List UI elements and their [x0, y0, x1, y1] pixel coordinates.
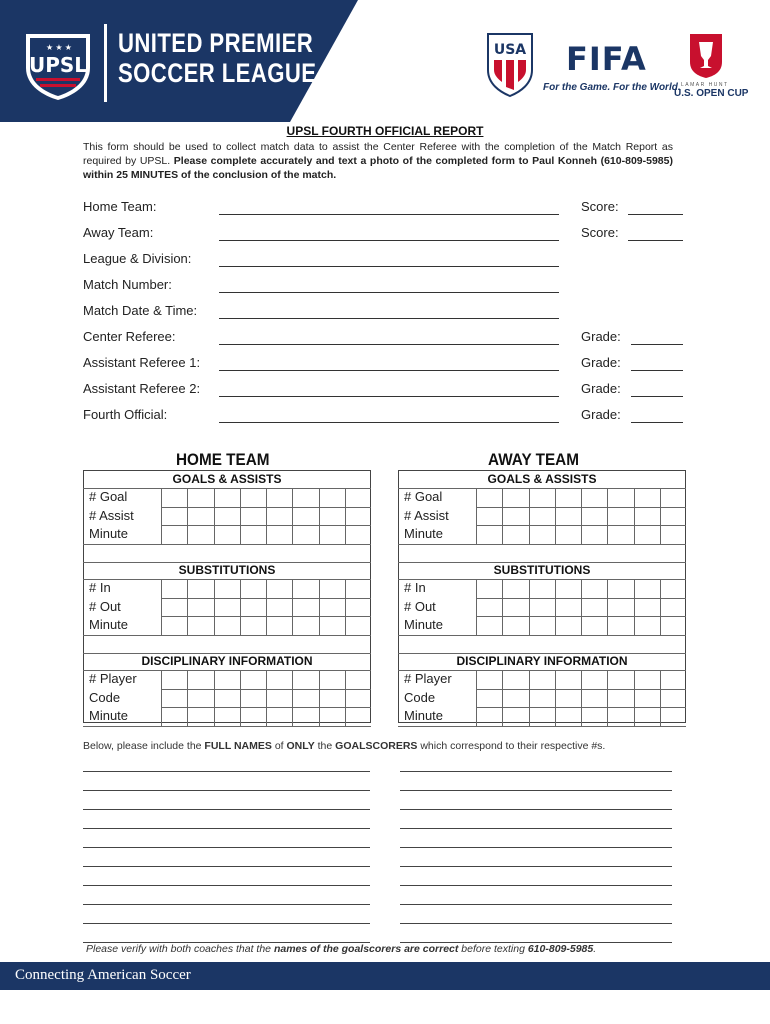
home-team-label: Home Team: — [83, 199, 157, 214]
away-disc-cell[interactable] — [529, 670, 555, 689]
home-goals-cell[interactable] — [214, 488, 240, 507]
home-subs-cell[interactable] — [266, 598, 292, 617]
away-disc-cell[interactable] — [555, 707, 581, 726]
away-subs-cell[interactable] — [581, 598, 607, 617]
away-goals-cell[interactable] — [529, 488, 555, 507]
home-disc-cell[interactable] — [292, 670, 318, 689]
home-subs-cell[interactable] — [187, 579, 213, 598]
away-subs-cell[interactable] — [502, 616, 528, 635]
away-disc-cell[interactable] — [476, 689, 502, 708]
assistant-referee-1-grade-label: Grade: — [581, 355, 621, 370]
home-disc-cell[interactable] — [319, 670, 345, 689]
grid-rule — [83, 488, 371, 489]
home-disc-cell[interactable] — [214, 670, 240, 689]
away-subs-cell[interactable] — [634, 616, 660, 635]
home-goalscorer-line[interactable] — [83, 790, 370, 791]
away-subs-cell[interactable] — [634, 579, 660, 598]
away-subs-cell[interactable] — [607, 598, 633, 617]
home-subs-cell[interactable] — [240, 616, 266, 635]
home-disc-cell[interactable] — [214, 689, 240, 708]
home-disc-cell[interactable] — [319, 689, 345, 708]
home-subs-cell[interactable] — [345, 598, 371, 617]
away-disc-row-label: Minute — [404, 708, 444, 723]
away-disc-cell[interactable] — [660, 707, 686, 726]
home-subs-cell[interactable] — [319, 616, 345, 635]
verify-m1: before texting — [458, 943, 528, 955]
away-disc-cell[interactable] — [634, 689, 660, 708]
home-goals-cell[interactable] — [214, 525, 240, 544]
away-goals-row-label: Minute — [404, 526, 444, 541]
grid-rule — [83, 726, 371, 727]
home-goals-cell[interactable] — [161, 507, 187, 526]
home-goals-cell[interactable] — [266, 507, 292, 526]
home-subs-cell[interactable] — [319, 579, 345, 598]
us-open-cup-logo — [686, 32, 726, 85]
home-goalscorer-line[interactable] — [83, 866, 370, 867]
away-goals-cell[interactable] — [502, 507, 528, 526]
home-goalscorer-line[interactable] — [83, 904, 370, 905]
away-goals-cell[interactable] — [555, 525, 581, 544]
match-date-time-row — [83, 303, 683, 321]
assistant-referee-2-row — [83, 381, 683, 399]
gs-m2: the — [314, 740, 336, 752]
away-subs-cell[interactable] — [607, 616, 633, 635]
intro-bold: Please complete accurately and text a photo of the completed form to Paul Konneh (610-809-5985) within 25 MINUTES of the conclusion of the match. — [83, 155, 673, 181]
home-goals-cell[interactable] — [345, 525, 371, 544]
footer-text: Connecting American Soccer — [15, 967, 191, 983]
grid-rule — [398, 579, 686, 580]
away-subs-cell[interactable] — [502, 598, 528, 617]
center-referee-grade-label: Grade: — [581, 329, 621, 344]
home-goals-row-label: # Goal — [89, 489, 128, 504]
away-disc-cell[interactable] — [502, 689, 528, 708]
home-goals-cell[interactable] — [319, 488, 345, 507]
away-score-field[interactable] — [628, 240, 683, 241]
home-subs-cell[interactable] — [214, 598, 240, 617]
assistant-referee-2-label: Assistant Referee 2: — [83, 381, 201, 396]
match-number-field[interactable] — [219, 292, 559, 293]
home-goals-cell[interactable] — [161, 488, 187, 507]
grid-rule — [398, 726, 686, 727]
away-subs-row-label: Minute — [404, 617, 444, 632]
home-goals-cell[interactable] — [345, 488, 371, 507]
assistant-referee-1-field[interactable] — [219, 370, 559, 371]
away-subs-title: SUBSTITUTIONS — [493, 563, 591, 577]
grid-rule — [398, 670, 686, 671]
away-goals-cell[interactable] — [555, 488, 581, 507]
home-subs-row-label: Minute — [89, 617, 129, 632]
league-name — [118, 28, 316, 88]
match-number-row — [83, 277, 683, 295]
away-goals-title: GOALS & ASSISTS — [487, 472, 597, 486]
report-intro — [83, 140, 673, 182]
svg-text:USA: USA — [493, 42, 527, 58]
assistant-referee-1-row — [83, 355, 683, 373]
home-disc-row-label: # Player — [89, 671, 137, 686]
away-subs-cell[interactable] — [581, 616, 607, 635]
home-goals-cell[interactable] — [319, 507, 345, 526]
home-goalscorer-line[interactable] — [83, 847, 370, 848]
fifa-tagline: For the Game. For the World. — [543, 82, 681, 93]
grid-rule — [83, 670, 371, 671]
fourth-official-field[interactable] — [219, 422, 559, 423]
home-goals-cell[interactable] — [187, 525, 213, 544]
home-goals-cell[interactable] — [292, 488, 318, 507]
away-disc-title: DISCIPLINARY INFORMATION — [456, 654, 628, 668]
away-subs-cell[interactable] — [660, 598, 686, 617]
home-disc-cell[interactable] — [187, 707, 213, 726]
cup-name: U.S. OPEN CUP — [674, 88, 749, 99]
gs-b3: GOALSCORERS — [335, 740, 418, 752]
away-goals-cell[interactable] — [502, 488, 528, 507]
away-disc-cell[interactable] — [607, 670, 633, 689]
away-goals-cell[interactable] — [660, 525, 686, 544]
grid-rule — [83, 579, 371, 580]
home-disc-cell[interactable] — [240, 707, 266, 726]
away-subs-row-label: # In — [404, 580, 426, 595]
home-subs-cell[interactable] — [266, 616, 292, 635]
home-goals-cell[interactable] — [161, 525, 187, 544]
home-team-row — [83, 199, 683, 217]
home-disc-cell[interactable] — [345, 707, 371, 726]
away-subs-cell[interactable] — [529, 616, 555, 635]
away-goals-cell[interactable] — [607, 488, 633, 507]
assistant-referee-1-label: Assistant Referee 1: — [83, 355, 201, 370]
home-goals-row-label: Minute — [89, 526, 129, 541]
away-goalscorer-line[interactable] — [400, 790, 672, 791]
home-subs-cell[interactable] — [240, 579, 266, 598]
league-division-field[interactable] — [219, 266, 559, 267]
home-goals-cell[interactable] — [292, 507, 318, 526]
away-disc-cell[interactable] — [581, 707, 607, 726]
assistant-referee-2-field[interactable] — [219, 396, 559, 397]
away-goalscorer-line[interactable] — [400, 771, 672, 772]
gs-post: which correspond to their respective #s. — [417, 740, 606, 752]
away-disc-cell[interactable] — [607, 689, 633, 708]
away-disc-cell[interactable] — [555, 670, 581, 689]
home-disc-cell[interactable] — [161, 707, 187, 726]
home-disc-cell[interactable] — [187, 689, 213, 708]
away-goals-cell[interactable] — [607, 507, 633, 526]
away-goals-cell[interactable] — [555, 507, 581, 526]
away-goals-cell[interactable] — [529, 507, 555, 526]
fifa-logo-text: FIFA — [566, 40, 647, 78]
away-disc-cell[interactable] — [502, 670, 528, 689]
home-goals-cell[interactable] — [292, 525, 318, 544]
upsl-logo — [22, 28, 94, 107]
fourth-official-grade-field[interactable] — [631, 422, 683, 423]
home-goals-cell[interactable] — [266, 525, 292, 544]
away-subs-cell[interactable] — [476, 579, 502, 598]
home-subs-cell[interactable] — [161, 598, 187, 617]
away-disc-cell[interactable] — [607, 707, 633, 726]
home-subs-cell[interactable] — [187, 616, 213, 635]
away-subs-cell[interactable] — [529, 579, 555, 598]
home-goals-cell[interactable] — [266, 488, 292, 507]
away-goals-cell[interactable] — [476, 507, 502, 526]
assistant-referee-2-grade-label: Grade: — [581, 381, 621, 396]
home-disc-cell[interactable] — [345, 670, 371, 689]
home-goalscorer-line[interactable] — [83, 885, 370, 886]
home-goalscorer-line[interactable] — [83, 809, 370, 810]
home-score-field[interactable] — [628, 214, 683, 215]
away-goals-row-label: # Goal — [404, 489, 443, 504]
usa-soccer-logo — [486, 32, 534, 103]
away-disc-cell[interactable] — [660, 670, 686, 689]
away-disc-cell[interactable] — [634, 707, 660, 726]
home-disc-cell[interactable] — [240, 670, 266, 689]
home-disc-cell[interactable] — [319, 707, 345, 726]
home-goals-cell[interactable] — [214, 507, 240, 526]
home-goals-title: GOALS & ASSISTS — [172, 472, 282, 486]
away-subs-row-label: # Out — [404, 598, 436, 614]
home-goals-cell[interactable] — [240, 507, 266, 526]
center-referee-grade-field[interactable] — [631, 344, 683, 345]
away-goals-cell[interactable] — [529, 525, 555, 544]
home-disc-cell[interactable] — [214, 707, 240, 726]
away-goalscorer-line[interactable] — [400, 923, 672, 924]
home-goalscorer-line[interactable] — [83, 923, 370, 924]
away-score-label: Score: — [581, 225, 619, 240]
away-goals-cell[interactable] — [581, 507, 607, 526]
verify-b1: names of the goalscorers are correct — [273, 943, 459, 955]
home-goalscorer-line[interactable] — [83, 771, 370, 772]
away-goalscorer-line[interactable] — [400, 904, 672, 905]
home-goals-row-label: # Assist — [89, 507, 134, 523]
home-subs-cell[interactable] — [266, 579, 292, 598]
away-goals-row-label: # Assist — [404, 507, 449, 523]
home-team-field[interactable] — [219, 214, 559, 215]
away-disc-row-label: # Player — [404, 671, 452, 686]
away-team-label: Away Team: — [83, 225, 154, 240]
away-disc-cell[interactable] — [502, 707, 528, 726]
away-goals-cell[interactable] — [502, 525, 528, 544]
league-division-label: League & Division: — [83, 251, 192, 266]
away-goals-cell[interactable] — [476, 488, 502, 507]
assistant-referee-1-grade-field[interactable] — [631, 370, 683, 371]
away-subs-cell[interactable] — [476, 616, 502, 635]
home-subs-cell[interactable] — [214, 579, 240, 598]
home-disc-cell[interactable] — [161, 689, 187, 708]
away-disc-cell[interactable] — [555, 689, 581, 708]
away-disc-cell[interactable] — [581, 689, 607, 708]
home-goals-cell[interactable] — [187, 488, 213, 507]
svg-text:UPSL: UPSL — [28, 53, 88, 77]
home-goalscorer-line[interactable] — [83, 828, 370, 829]
away-subs-cell[interactable] — [502, 579, 528, 598]
home-disc-cell[interactable] — [187, 670, 213, 689]
away-goalscorer-line[interactable] — [400, 828, 672, 829]
away-subs-cell[interactable] — [634, 598, 660, 617]
away-subs-cell[interactable] — [581, 579, 607, 598]
home-subs-cell[interactable] — [240, 598, 266, 617]
home-subs-row-label: # In — [89, 580, 111, 595]
home-subs-cell[interactable] — [319, 598, 345, 617]
footer-bar — [0, 962, 770, 990]
home-score-label: Score: — [581, 199, 619, 214]
home-subs-cell[interactable] — [292, 579, 318, 598]
grid-rule — [398, 544, 686, 545]
verify-pre: Please verify with both coaches that the — [86, 943, 274, 955]
verify-post: . — [593, 943, 597, 955]
away-subs-cell[interactable] — [660, 616, 686, 635]
gs-b1: FULL NAMES — [204, 740, 272, 752]
away-goals-cell[interactable] — [476, 525, 502, 544]
home-subs-cell[interactable] — [345, 616, 371, 635]
assistant-referee-2-grade-field[interactable] — [631, 396, 683, 397]
home-goals-cell[interactable] — [319, 525, 345, 544]
goalscorers-instructions — [83, 740, 605, 752]
center-referee-row — [83, 329, 683, 347]
away-goalscorer-line[interactable] — [400, 809, 672, 810]
home-goals-cell[interactable] — [345, 507, 371, 526]
away-goals-cell[interactable] — [581, 488, 607, 507]
home-subs-title: SUBSTITUTIONS — [178, 563, 276, 577]
away-disc-cell[interactable] — [476, 707, 502, 726]
grid-rule — [83, 635, 371, 636]
home-subs-cell[interactable] — [161, 616, 187, 635]
center-referee-field[interactable] — [219, 344, 559, 345]
away-subs-cell[interactable] — [555, 598, 581, 617]
home-disc-cell[interactable] — [292, 707, 318, 726]
away-disc-row-label: Code — [404, 689, 436, 705]
away-goals-cell[interactable] — [660, 507, 686, 526]
fourth-official-label: Fourth Official: — [83, 407, 168, 422]
home-goals-cell[interactable] — [187, 507, 213, 526]
away-goals-cell[interactable] — [581, 525, 607, 544]
svg-text:★ ★ ★: ★ ★ ★ — [46, 43, 72, 52]
away-disc-cell[interactable] — [476, 670, 502, 689]
home-subs-cell[interactable] — [292, 616, 318, 635]
away-subs-cell[interactable] — [555, 579, 581, 598]
intro-plain: This form should be used to collect match data to assist the Center Referee with the completion of the Match Report as required by UPSL. — [83, 141, 673, 167]
home-disc-cell[interactable] — [345, 689, 371, 708]
away-disc-cell[interactable] — [581, 670, 607, 689]
away-goalscorer-line[interactable] — [400, 847, 672, 848]
away-goals-cell[interactable] — [660, 488, 686, 507]
home-subs-cell[interactable] — [187, 598, 213, 617]
home-subs-cell[interactable] — [214, 616, 240, 635]
away-subs-cell[interactable] — [476, 598, 502, 617]
home-subs-cell[interactable] — [292, 598, 318, 617]
league-division-row — [83, 251, 683, 269]
home-goals-cell[interactable] — [240, 525, 266, 544]
grid-rule — [83, 544, 371, 545]
home-goals-cell[interactable] — [240, 488, 266, 507]
away-team-row — [83, 225, 683, 243]
gs-pre: Below, please include the — [83, 740, 205, 752]
away-team-field[interactable] — [219, 240, 559, 241]
away-subs-cell[interactable] — [555, 616, 581, 635]
away-subs-cell[interactable] — [660, 579, 686, 598]
home-disc-row-label: Minute — [89, 708, 129, 723]
away-disc-cell[interactable] — [529, 707, 555, 726]
match-number-label: Match Number: — [83, 277, 172, 292]
cup-small-text: LAMAR HUNT — [681, 82, 729, 88]
away-subs-cell[interactable] — [607, 579, 633, 598]
home-subs-cell[interactable] — [345, 579, 371, 598]
away-disc-cell[interactable] — [660, 689, 686, 708]
match-date-time-label: Match Date & Time: — [83, 303, 198, 318]
away-goals-cell[interactable] — [634, 525, 660, 544]
home-disc-title: DISCIPLINARY INFORMATION — [141, 654, 313, 668]
center-referee-label: Center Referee: — [83, 329, 176, 344]
away-goalscorer-line[interactable] — [400, 866, 672, 867]
report-title: UPSL FOURTH OFFICIAL REPORT — [286, 124, 484, 138]
home-disc-cell[interactable] — [240, 689, 266, 708]
home-disc-cell[interactable] — [161, 670, 187, 689]
fourth-official-grade-label: Grade: — [581, 407, 621, 422]
verify-note — [86, 943, 596, 955]
away-subs-cell[interactable] — [529, 598, 555, 617]
home-disc-cell[interactable] — [266, 707, 292, 726]
away-goals-cell[interactable] — [634, 507, 660, 526]
home-subs-cell[interactable] — [161, 579, 187, 598]
league-name-line2: SOCCER LEAGUE — [118, 58, 317, 88]
away-goalscorer-line[interactable] — [400, 885, 672, 886]
grid-rule — [398, 635, 686, 636]
home-disc-cell[interactable] — [266, 689, 292, 708]
gs-m1: of — [271, 740, 287, 752]
gs-b2: ONLY — [286, 740, 315, 752]
header-banner — [0, 0, 770, 122]
home-subs-row-label: # Out — [89, 598, 121, 614]
home-disc-row-label: Code — [89, 689, 121, 705]
home-disc-cell[interactable] — [292, 689, 318, 708]
away-goals-cell[interactable] — [607, 525, 633, 544]
match-date-time-field[interactable] — [219, 318, 559, 319]
away-disc-cell[interactable] — [529, 689, 555, 708]
home-disc-cell[interactable] — [266, 670, 292, 689]
home-team-heading: HOME TEAM — [176, 450, 270, 469]
fourth-official-row — [83, 407, 683, 425]
away-goals-cell[interactable] — [634, 488, 660, 507]
verify-b2: 610-809-5985 — [527, 943, 594, 955]
logo-divider — [104, 24, 107, 102]
away-team-heading: AWAY TEAM — [488, 450, 579, 469]
away-disc-cell[interactable] — [634, 670, 660, 689]
grid-rule — [398, 488, 686, 489]
league-name-line1: UNITED PREMIER — [118, 28, 314, 58]
